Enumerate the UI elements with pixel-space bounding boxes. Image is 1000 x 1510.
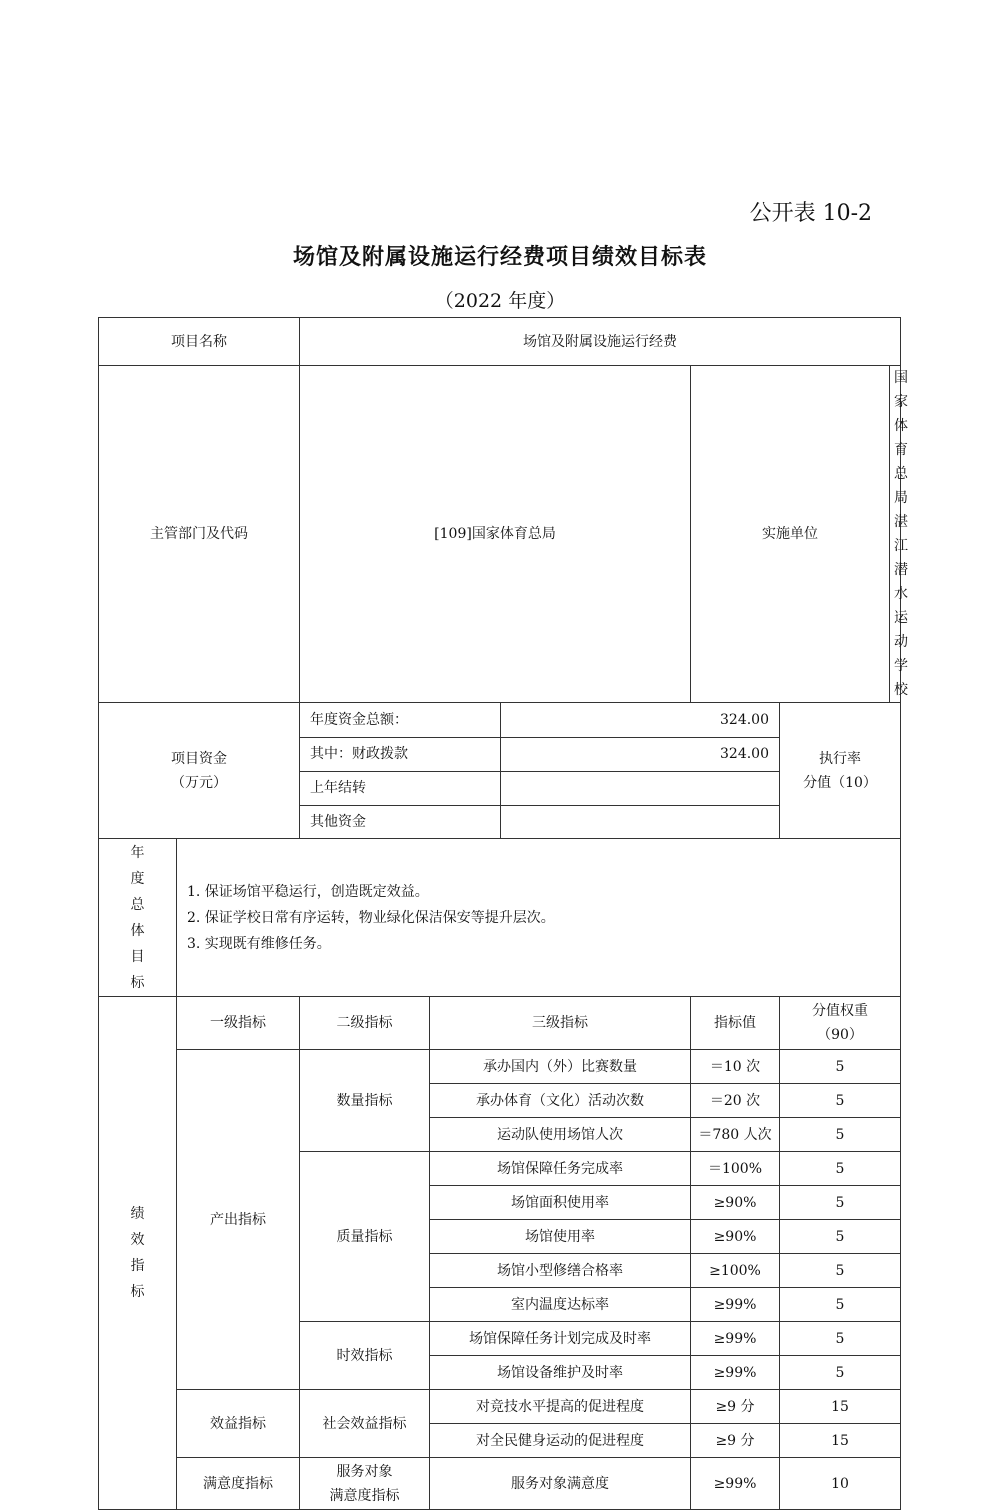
goals-content xyxy=(177,839,901,997)
indicator-name: 场馆小型修缮合格率 xyxy=(430,1254,691,1288)
funds-row-label: 其他资金 xyxy=(300,805,500,838)
funds-row-value: 324.00 xyxy=(500,737,779,771)
group-timeliness: 时效指标 xyxy=(300,1322,430,1390)
dept-label: 主管部门及代码 xyxy=(99,366,300,703)
indicator-name: 场馆面积使用率 xyxy=(430,1186,691,1220)
indicator-name: 对全民健身运动的促进程度 xyxy=(430,1424,691,1458)
unit-label: 实施单位 xyxy=(691,366,890,702)
goal-item: 1. 保证场馆平稳运行，创造既定效益。 xyxy=(187,883,429,900)
funds-row-label: 其中：财政拨款 xyxy=(300,737,500,771)
table-number: 公开表 10-2 xyxy=(749,201,872,226)
goal-item: 2. 保证学校日常有序运转，物业绿化保洁保安等提升层次。 xyxy=(187,909,555,926)
project-name-value: 场馆及附属设施运行经费 xyxy=(300,318,901,366)
header-level2: 二级指标 xyxy=(300,997,430,1050)
execution-rate-line1: 执行率 xyxy=(819,750,861,767)
execution-rate-line2: 分值（10） xyxy=(803,774,877,791)
indicator-value: ＝780 人次 xyxy=(691,1118,780,1152)
unit-value: 国家体育总局湛江潜水运动学校 xyxy=(894,370,908,698)
funds-label-line1: 项目资金 xyxy=(171,750,227,767)
indicator-weight: 5 xyxy=(780,1356,901,1390)
indicator-weight: 10 xyxy=(780,1458,901,1510)
header-weight-line1: 分值权重 xyxy=(812,1003,868,1019)
funds-row-value: 324.00 xyxy=(500,703,779,737)
header-value: 指标值 xyxy=(691,997,780,1050)
goals-label: 年度总体目标 xyxy=(99,839,177,997)
group-service-line2: 满意度指标 xyxy=(329,1487,400,1504)
indicator-name: 场馆保障任务完成率 xyxy=(430,1152,691,1186)
indicator-weight: 5 xyxy=(780,1322,901,1356)
funds-row-label: 上年结转 xyxy=(300,771,500,805)
indicator-value: ≥100% xyxy=(691,1254,780,1288)
group-service xyxy=(300,1458,430,1510)
goal-item: 3. 实现既有维修任务。 xyxy=(187,935,331,952)
dept-value: [109]国家体育总局 xyxy=(300,366,691,703)
group-satisfaction: 满意度指标 xyxy=(177,1458,300,1510)
group-benefit: 效益指标 xyxy=(177,1390,300,1458)
indicator-weight: 5 xyxy=(780,1220,901,1254)
group-output: 产出指标 xyxy=(177,1050,300,1390)
group-social: 社会效益指标 xyxy=(300,1390,430,1458)
indicator-name: 室内温度达标率 xyxy=(430,1288,691,1322)
indicator-value: ＝100% xyxy=(691,1152,780,1186)
indicator-name: 服务对象满意度 xyxy=(430,1458,691,1510)
funds-label xyxy=(99,703,300,839)
indicator-name: 场馆保障任务计划完成及时率 xyxy=(430,1322,691,1356)
header-weight xyxy=(780,997,901,1050)
indicator-name: 场馆使用率 xyxy=(430,1220,691,1254)
funds-detail xyxy=(300,703,780,839)
execution-rate xyxy=(780,703,901,839)
group-quality: 质量指标 xyxy=(300,1152,430,1322)
indicator-weight: 15 xyxy=(780,1424,901,1458)
indicators-label: 绩效指标 xyxy=(99,997,177,1510)
indicator-value: ≥90% xyxy=(691,1220,780,1254)
indicator-weight: 5 xyxy=(780,1186,901,1220)
header-level1: 一级指标 xyxy=(177,997,300,1050)
indicator-value: ≥90% xyxy=(691,1186,780,1220)
funds-row-value xyxy=(500,805,779,838)
indicator-value: ≥99% xyxy=(691,1288,780,1322)
funds-label-line2: （万元） xyxy=(171,774,227,791)
header-level3: 三级指标 xyxy=(430,997,691,1050)
indicator-weight: 5 xyxy=(780,1152,901,1186)
indicator-weight: 5 xyxy=(780,1050,901,1084)
indicator-value: ≥9 分 xyxy=(691,1390,780,1424)
group-service-line1: 服务对象 xyxy=(336,1463,393,1480)
indicator-weight: 5 xyxy=(780,1288,901,1322)
funds-row-label: 年度资金总额： xyxy=(300,703,500,737)
indicator-name: 对竞技水平提高的促进程度 xyxy=(430,1390,691,1424)
indicator-value: ≥99% xyxy=(691,1356,780,1390)
indicator-name: 承办体育（文化）活动次数 xyxy=(430,1084,691,1118)
project-name-label: 项目名称 xyxy=(99,318,300,366)
indicator-weight: 5 xyxy=(780,1118,901,1152)
indicator-weight: 15 xyxy=(780,1390,901,1424)
indicator-value: ≥9 分 xyxy=(691,1424,780,1458)
group-quantity: 数量指标 xyxy=(300,1050,430,1152)
indicator-name: 承办国内（外）比赛数量 xyxy=(430,1050,691,1084)
indicator-weight: 5 xyxy=(780,1254,901,1288)
page-title: 场馆及附属设施运行经费项目绩效目标表 xyxy=(292,244,707,270)
unit-cell xyxy=(691,366,908,703)
indicator-name: 场馆设备维护及时率 xyxy=(430,1356,691,1390)
indicator-value: ＝10 次 xyxy=(691,1050,780,1084)
indicator-value: ≥99% xyxy=(691,1458,780,1510)
page-subtitle: （2022 年度） xyxy=(434,290,566,312)
funds-row-value xyxy=(500,771,779,805)
indicator-weight: 5 xyxy=(780,1084,901,1118)
indicator-name: 运动队使用场馆人次 xyxy=(430,1118,691,1152)
indicator-value: ＝20 次 xyxy=(691,1084,780,1118)
performance-table xyxy=(98,317,908,1510)
indicator-value: ≥99% xyxy=(691,1322,780,1356)
header-weight-line2: （90） xyxy=(817,1027,863,1043)
